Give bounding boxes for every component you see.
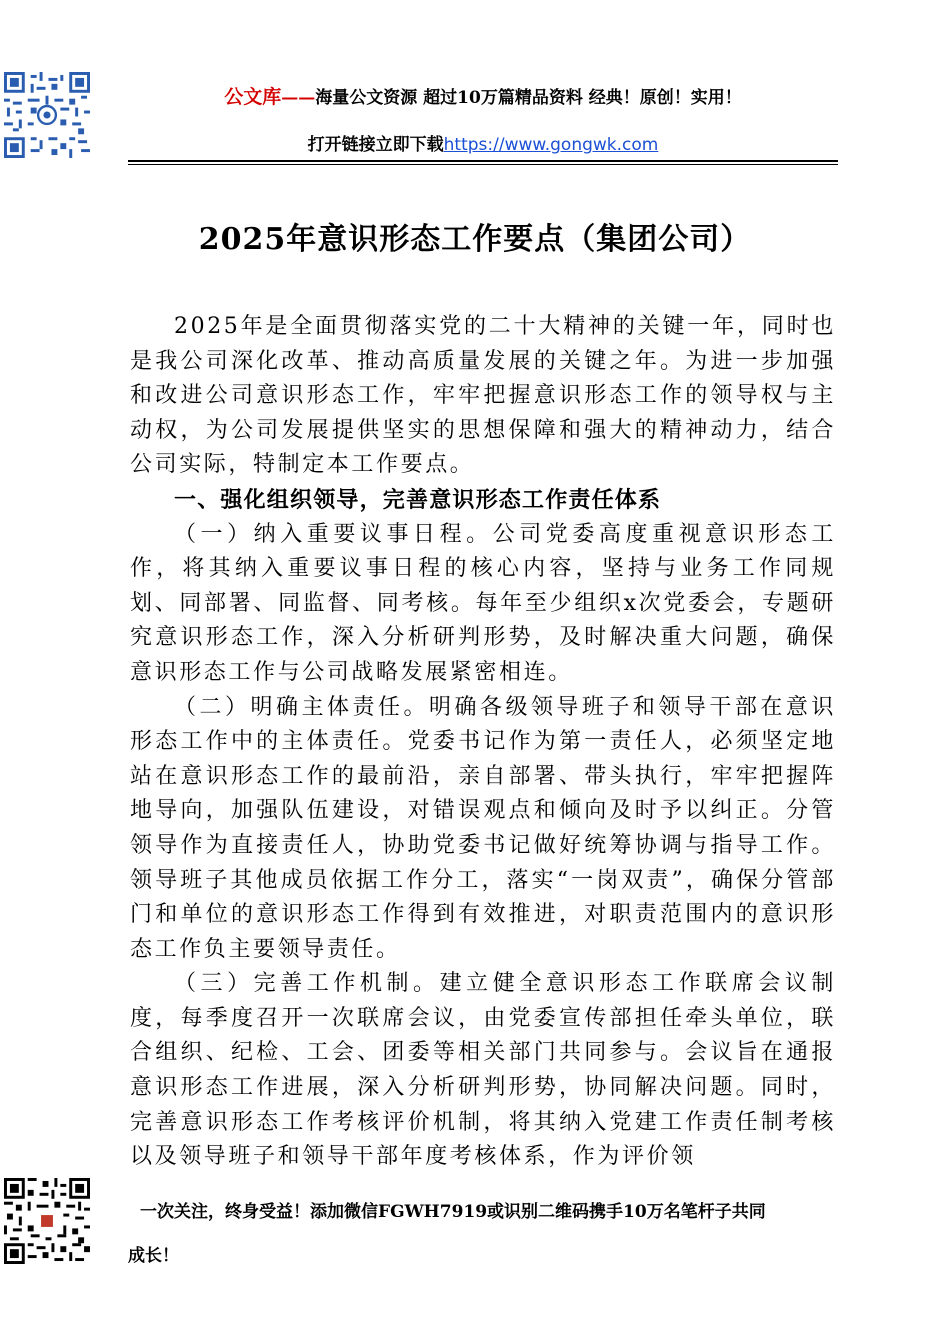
body-paragraph: 2025年是全面贯彻落实党的二十大精神的关键一年，同时也是我公司深化改革、推动高质量发展的关键之年。为进一步加强和改进公司意识形态工作，牢牢把握意识形态工作的领导权与主动权，为公司发展提供坚实的思想保障和强大的精神动力，结合公司实际，特制定本工作要点。 [130,314,836,478]
header-rule [128,160,838,162]
document-title: 2025年意识形态工作要点（集团公司） [198,222,752,257]
body-paragraph: （一）纳入重要议事日程。公司党委高度重视意识形态工作，将其纳入重要议事日程的核心内容，坚持与业务工作同规划、同部署、同监督、同考核。每年至少组织x次党委会，专题研究意识形态工作，深入分析研判形势，及时解决重大问题，确保意识形态工作与公司战略发展紧密相连。 [130,521,836,685]
document-body [130,310,836,1175]
body-paragraph: （三）完善工作机制。建立健全意识形态工作联席会议制度，每季度召开一次联席会议，由党委宣传部担任牵头单位，联合组织、纪检、工会、团委等相关部门共同参与。会议旨在通报意识形态工作进展，深入分析研判形势，协同解决问题。同时，完善意识形态工作考核评价机制，将其纳入党建工作责任制考核以及领导班子和领导干部年度考核体系，作为评价领 [130,971,836,1170]
banner-line-1 [128,82,838,109]
brand-name: 公文库 [224,86,282,108]
download-label: 打开链接立即下载 [307,135,444,155]
banner-slogan: 海量公文资源 超过10万篇精品资料 经典！原创！实用！ [315,88,742,108]
footer-promo [128,1190,838,1278]
banner-line-2 [128,130,838,155]
qr-code-icon [4,1178,90,1264]
footer-line-2: 成长！ [128,1246,179,1266]
qr-code-bottom[interactable] [4,1178,90,1264]
footer-line-1: 一次关注，终身受益！添加微信FGWH7919或识别二维码携手10万名笔杆子共同 [140,1202,766,1222]
body-paragraph: （二）明确主体责任。明确各级领导班子和领导干部在意识形态工作中的主体责任。党委书记作为第一责任人，必须坚定地站在意识形态工作的最前沿，亲自部署、带头执行，牢牢把握阵地导向，加强队伍建设，对错误观点和倾向及时予以纠正。分管领导作为直接责任人，协助党委书记做好统筹协调与指导工作。领导班子其他成员依据工作分工，落实“一岗双责”，确保分管部门和单位的意识形态工作得到有效推进，对职责范围内的意识形态工作负主要领导责任。 [130,694,836,962]
website-link[interactable]: https://www.gongwk.com [443,135,659,155]
qr-code-icon [4,72,90,158]
brand-dash: —— [281,88,316,108]
section-heading: 一、强化组织领导，完善意识形态工作责任体系 [174,486,662,513]
header-rule-thin [128,164,838,165]
qr-code-top[interactable] [4,72,90,158]
